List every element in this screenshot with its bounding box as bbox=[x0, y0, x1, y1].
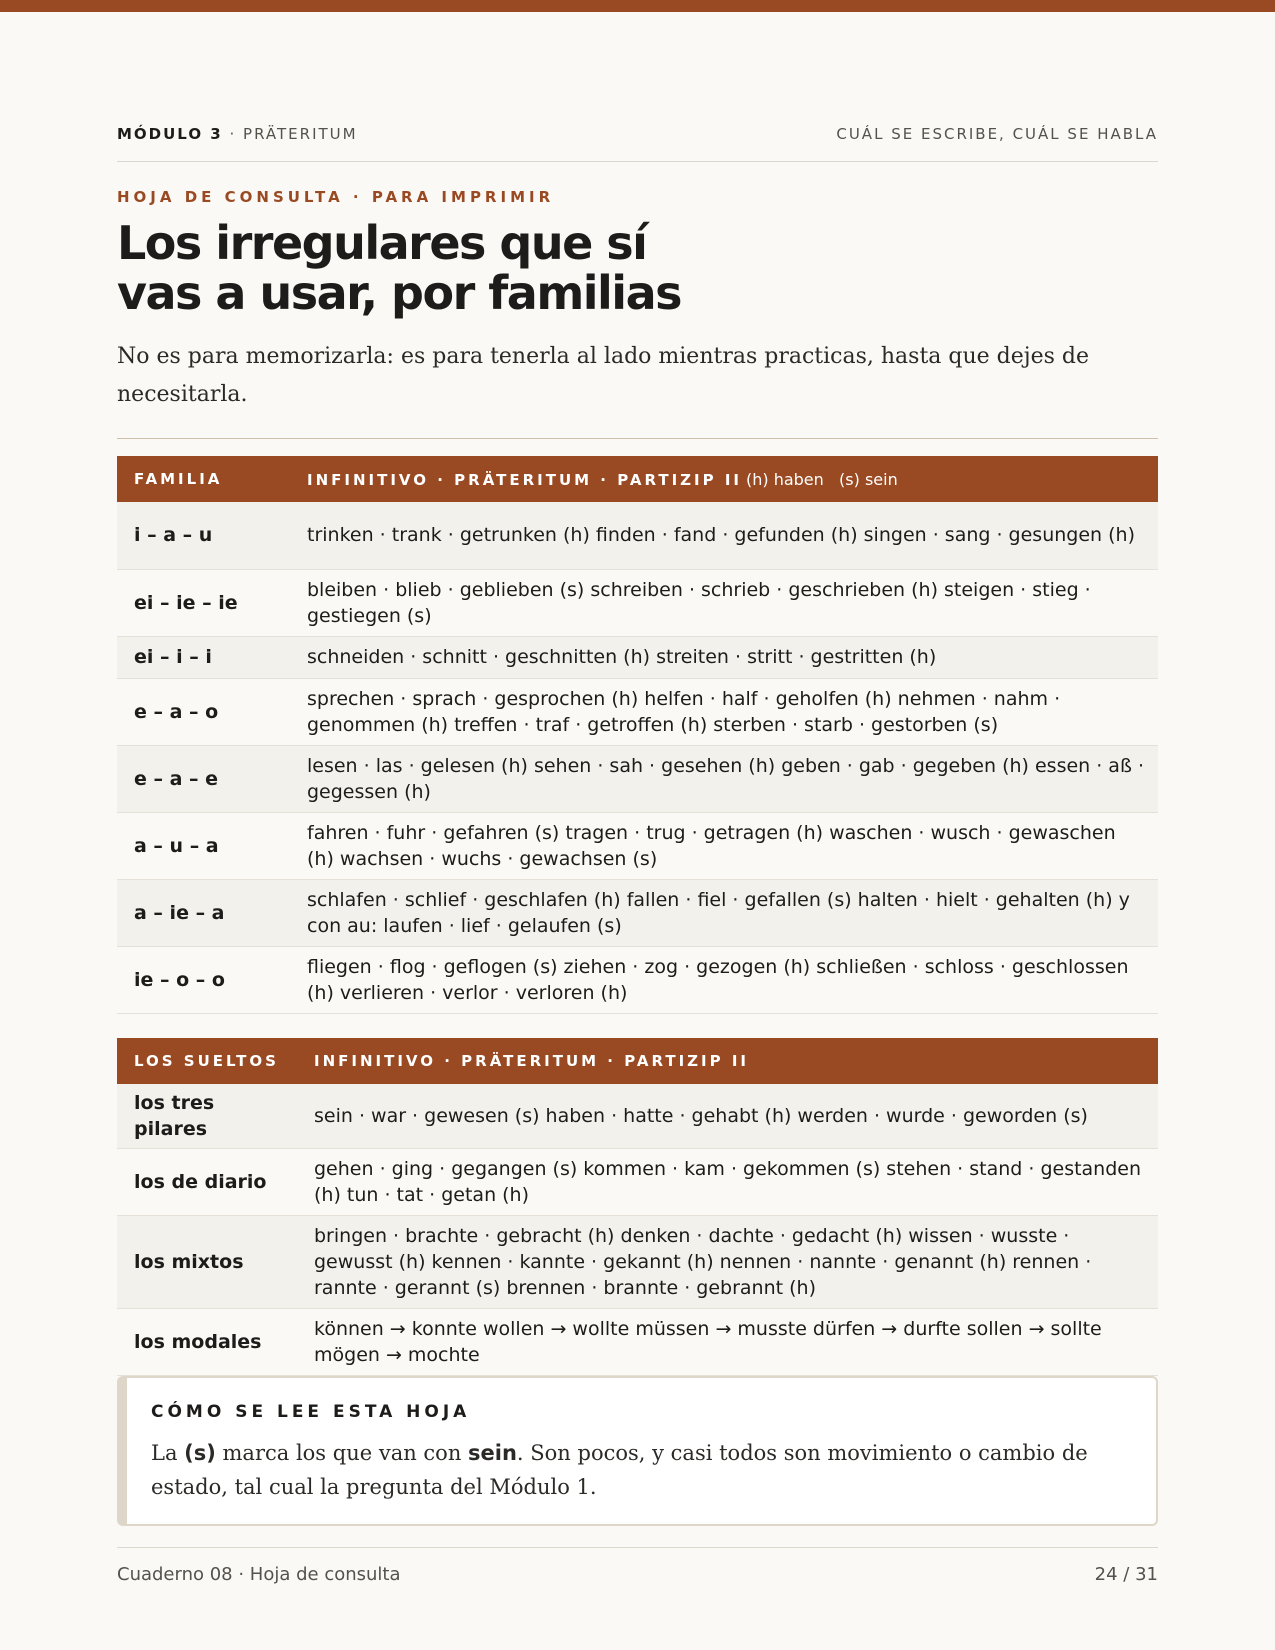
footer-source: Cuaderno 08 · Hoja de consulta bbox=[117, 1564, 401, 1585]
verb-forms: trinken · trank · getrunken (h) finden · fand · gefunden (h) singen · sang · gesungen (h) bbox=[290, 502, 1158, 569]
page-title-line2: vas a usar, por familias bbox=[117, 266, 681, 320]
verb-forms: schlafen · schlief · geschlafen (h) fallen · fiel · gefallen (s) halten · hielt · gehalten (h) y con au: laufen · lief · gelaufen (s) bbox=[290, 879, 1158, 946]
families-table bbox=[117, 456, 1158, 1014]
group-name: los de diario bbox=[117, 1149, 297, 1216]
irregulars-table-header bbox=[117, 1038, 1158, 1084]
kicker: HOJA DE CONSULTA · PARA IMPRIMIR bbox=[117, 188, 555, 206]
table-row bbox=[117, 569, 1158, 636]
table-row bbox=[117, 678, 1158, 745]
verb-forms: bringen · brachte · gebracht (h) denken · dachte · gedacht (h) wissen · wusste · gewusst (h) kennen · kannte · gekannt (h) nennen · nannte · genannt (h) rennen · rannte · gerannt (s) brennen · brannte · gebrannt (h) bbox=[297, 1216, 1158, 1309]
verb-forms: sprechen · sprach · gesprochen (h) helfen · half · geholfen (h) nehmen · nahm · genommen (h) treffen · traf · getroffen (h) sterben · starb · gestorben (s) bbox=[290, 678, 1158, 745]
note-text-part: marca los que van con bbox=[215, 1441, 469, 1465]
irregulars-table-body bbox=[117, 1084, 1158, 1376]
note-text-part: . Son pocos, y casi todos son movimiento o cambio de estado, tal cual la pregunta del Módulo 1. bbox=[151, 1441, 1088, 1499]
note-text-part: La bbox=[151, 1441, 185, 1465]
table-row bbox=[117, 812, 1158, 879]
table-row bbox=[117, 1216, 1158, 1309]
families-table-body bbox=[117, 502, 1158, 1013]
module-number: MÓDULO 3 bbox=[117, 125, 223, 143]
note-sein-word: sein bbox=[468, 1441, 517, 1465]
verb-forms: lesen · las · gelesen (h) sehen · sah · gesehen (h) geben · gab · gegeben (h) essen · aß · gegessen (h) bbox=[290, 745, 1158, 812]
family-pattern: a – u – a bbox=[117, 812, 290, 879]
table-row bbox=[117, 1309, 1158, 1376]
verb-forms: sein · war · gewesen (s) haben · hatte · gehabt (h) werden · wurde · geworden (s) bbox=[297, 1084, 1158, 1149]
column-header-forms: INFINITIVO · PRÄTERITUM · PARTIZIP II bbox=[297, 1038, 1158, 1084]
family-pattern: a – ie – a bbox=[117, 879, 290, 946]
page-footer bbox=[117, 1547, 1158, 1585]
table-row bbox=[117, 636, 1158, 678]
column-header-family: FAMILIA bbox=[117, 456, 290, 502]
family-pattern: i – a – u bbox=[117, 502, 290, 569]
verb-forms: können → konnte wollen → wollte müssen → musste dürfen → durfte sollen → sollte mögen → mochte bbox=[297, 1309, 1158, 1376]
group-name: los tres pilares bbox=[117, 1084, 297, 1149]
verb-forms: fahren · fuhr · gefahren (s) tragen · trug · getragen (h) waschen · wusch · gewaschen (h) wachsen · wuchs · gewachsen (s) bbox=[290, 812, 1158, 879]
table-row bbox=[117, 502, 1158, 569]
reading-note-title: CÓMO SE LEE ESTA HOJA bbox=[151, 1402, 471, 1422]
verb-forms: schneiden · schnitt · geschnitten (h) streiten · stritt · gestritten (h) bbox=[290, 636, 1158, 678]
family-pattern: ei – ie – ie bbox=[117, 569, 290, 636]
families-table-header bbox=[117, 456, 1158, 502]
divider bbox=[117, 438, 1158, 439]
column-header-group: LOS SUELTOS bbox=[117, 1038, 297, 1084]
note-sein-marker: (s) bbox=[184, 1441, 216, 1465]
reading-note bbox=[117, 1376, 1158, 1526]
verb-forms: bleiben · blieb · geblieben (s) schreiben · schrieb · geschrieben (h) steigen · stieg · gestiegen (s) bbox=[290, 569, 1158, 636]
page-title-line1: Los irregulares que sí bbox=[117, 216, 647, 270]
table-row bbox=[117, 1084, 1158, 1149]
intro-text: No es para memorizarla: es para tenerla al lado mientras practicas, hasta que dejes de necesitarla. bbox=[117, 344, 1089, 407]
group-name: los modales bbox=[117, 1309, 297, 1376]
column-header-forms bbox=[290, 456, 1158, 502]
family-pattern: e – a – o bbox=[117, 678, 290, 745]
page-number: 24 / 31 bbox=[1094, 1564, 1158, 1585]
reading-note-text bbox=[151, 1436, 1131, 1504]
column-header-forms-label: INFINITIVO · PRÄTERITUM · PARTIZIP II bbox=[307, 470, 742, 489]
group-name: los mixtos bbox=[117, 1216, 297, 1309]
table-row bbox=[117, 1149, 1158, 1216]
running-header bbox=[117, 123, 1158, 162]
family-pattern: e – a – e bbox=[117, 745, 290, 812]
top-accent-bar bbox=[0, 0, 1275, 12]
table-row bbox=[117, 745, 1158, 812]
module-section: · PRÄTERITUM bbox=[222, 125, 358, 143]
verb-forms: gehen · ging · gegangen (s) kommen · kam · gekommen (s) stehen · stand · gestanden (h) tun · tat · getan (h) bbox=[297, 1149, 1158, 1216]
family-pattern: ei – i – i bbox=[117, 636, 290, 678]
family-pattern: ie – o – o bbox=[117, 946, 290, 1013]
irregulars-table bbox=[117, 1038, 1158, 1376]
table-row bbox=[117, 946, 1158, 1013]
module-label bbox=[117, 125, 358, 143]
verb-forms: fliegen · flog · geflogen (s) ziehen · zog · gezogen (h) schließen · schloss · geschlossen (h) verlieren · verlor · verloren (h) bbox=[290, 946, 1158, 1013]
page-title bbox=[117, 218, 1017, 318]
auxiliary-legend: (h) haben (s) sein bbox=[745, 469, 898, 489]
course-subtitle: CUÁL SE ESCRIBE, CUÁL SE HABLA bbox=[836, 125, 1158, 143]
table-row bbox=[117, 879, 1158, 946]
